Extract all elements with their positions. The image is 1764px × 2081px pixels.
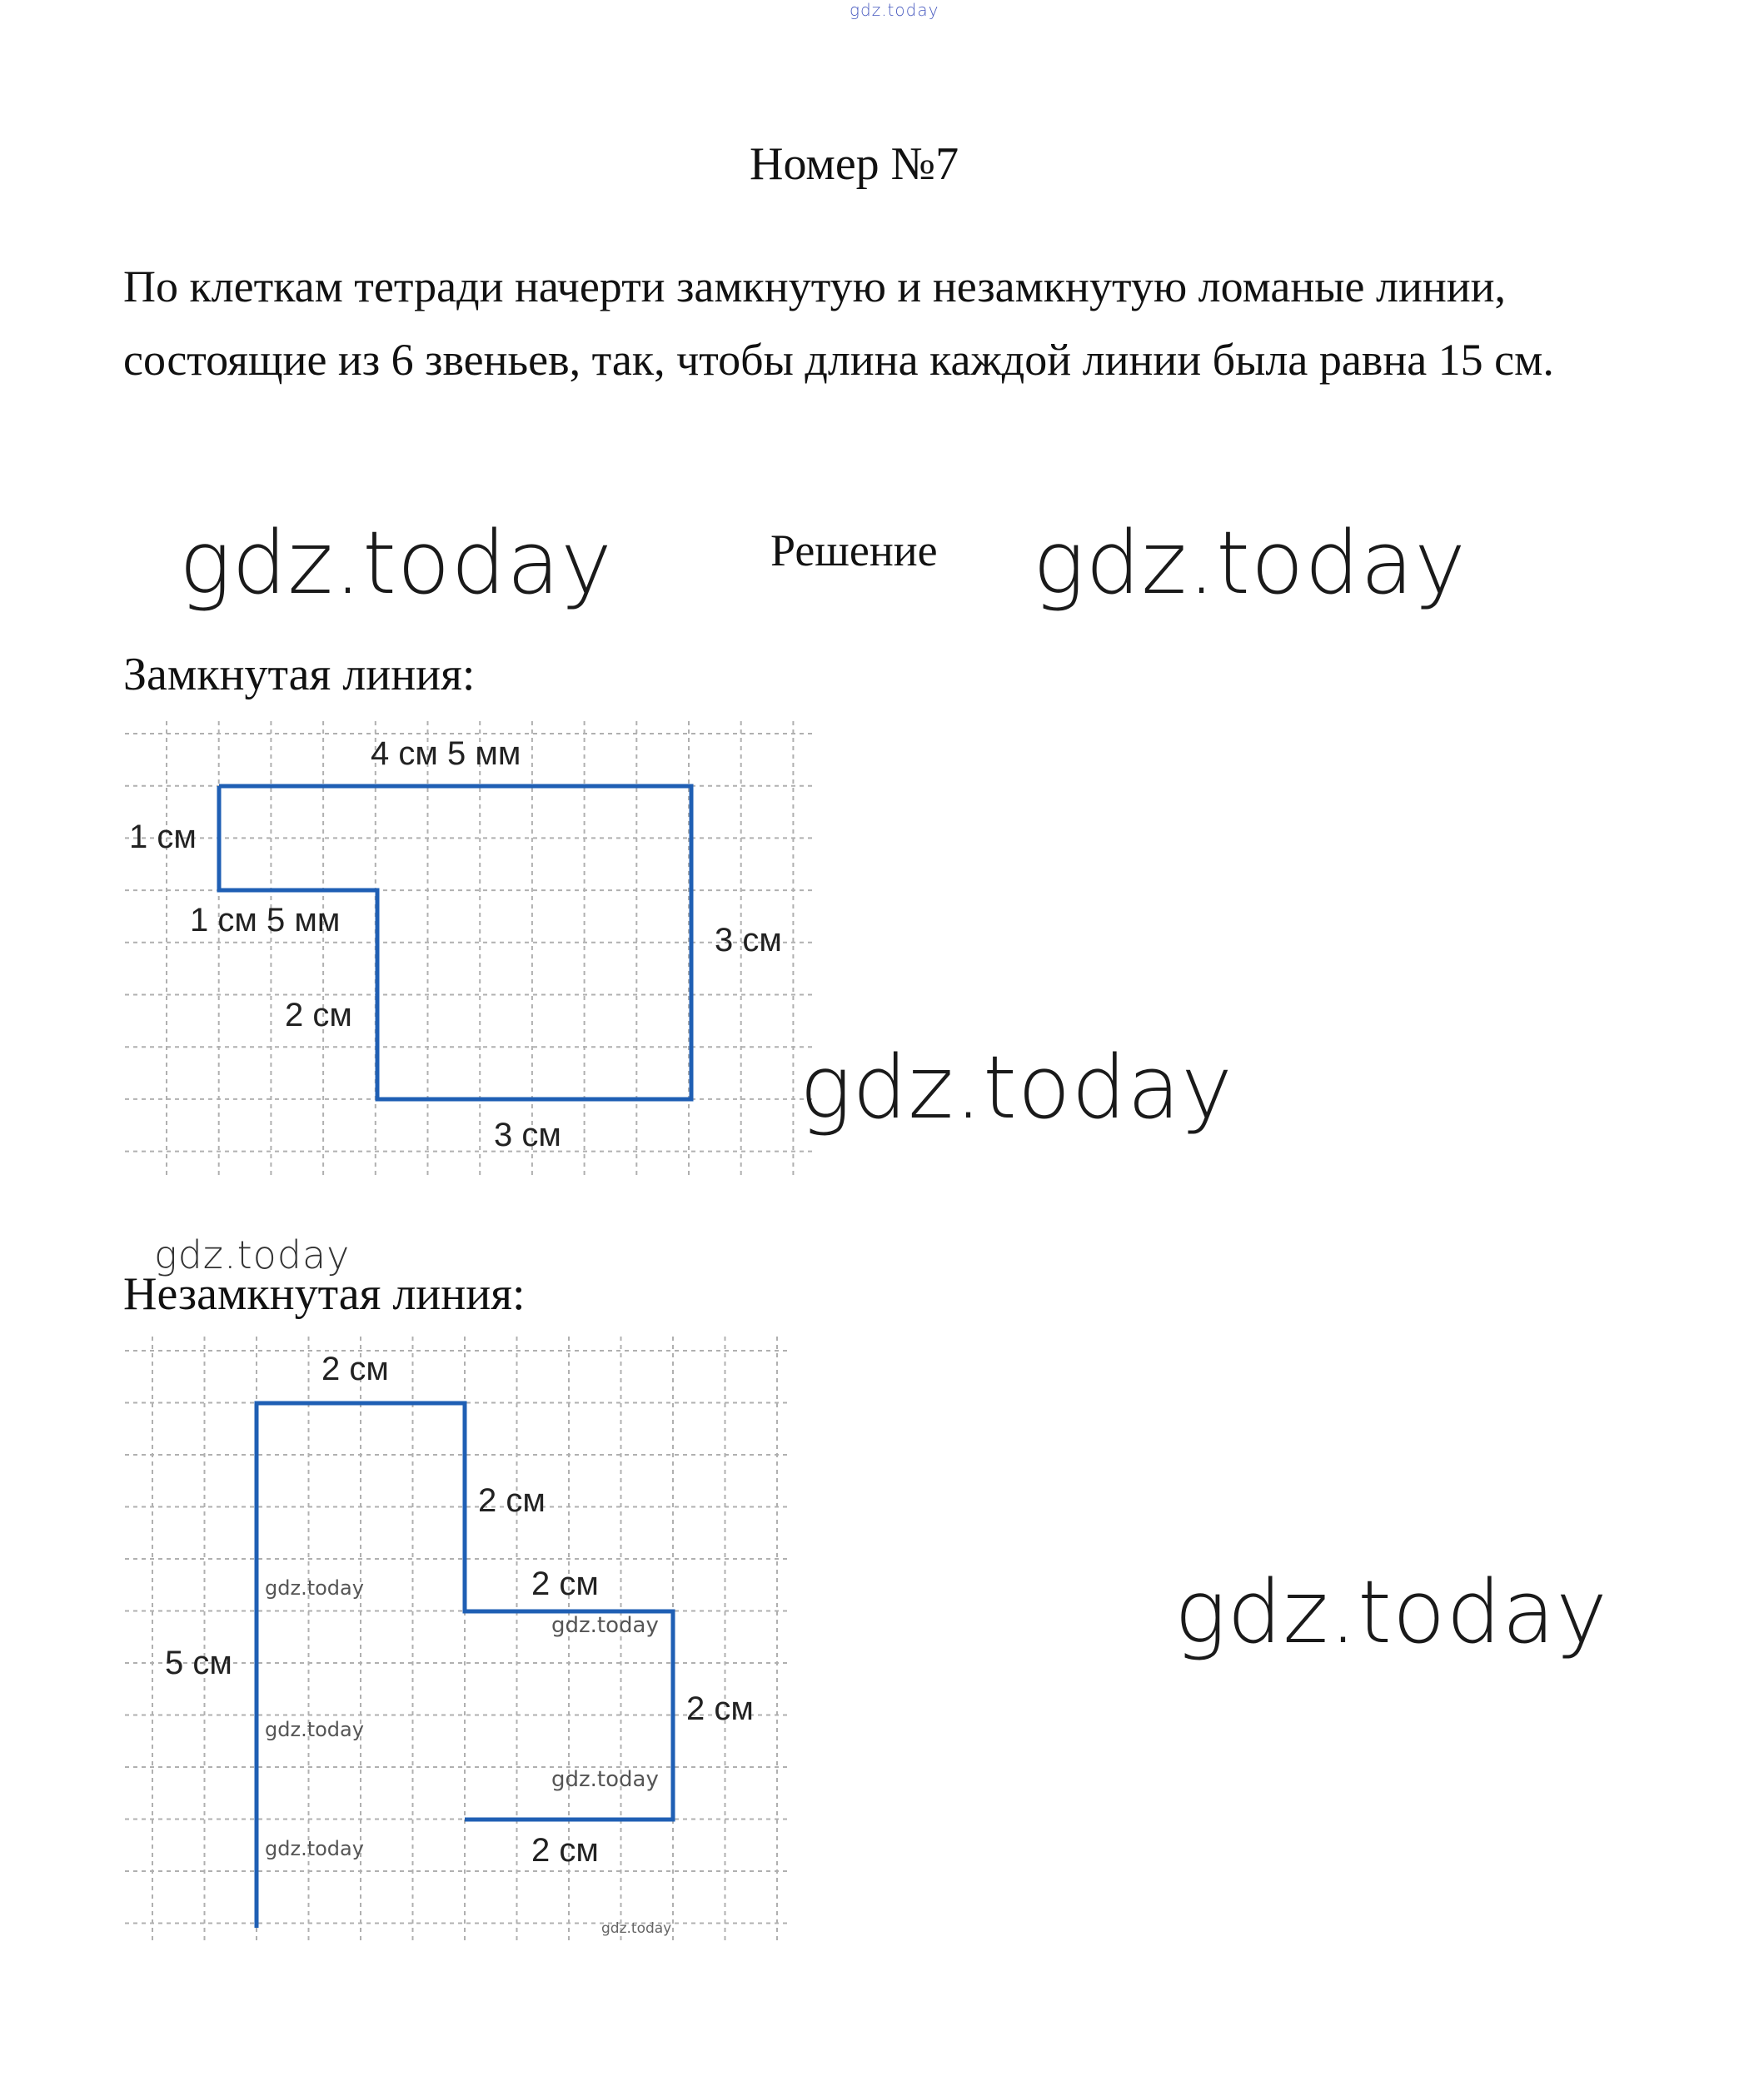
label-inner: 2 см — [285, 997, 352, 1033]
watermark: gdz.today — [1033, 512, 1467, 614]
label-down1: 2 см — [478, 1482, 546, 1519]
watermark: gdz.today — [154, 1232, 351, 1277]
page-title: Номер №7 — [750, 138, 959, 190]
label-top: 4 см 5 мм — [371, 735, 521, 772]
watermark: gdz.today — [179, 512, 613, 614]
label-bottom: 2 см — [531, 1832, 599, 1869]
watermark: gdz.today — [1174, 1561, 1608, 1663]
label-bottom: 3 см — [494, 1117, 561, 1153]
label-mid: 2 см — [531, 1566, 599, 1602]
header-watermark: gdz.today — [850, 0, 939, 20]
label-left: 5 см — [165, 1645, 232, 1681]
grid — [125, 1337, 791, 1944]
watermark: gdz.today — [265, 1576, 364, 1600]
watermark: gdz.today — [265, 1837, 364, 1860]
label-step: 1 см 5 мм — [190, 902, 341, 938]
label-top: 2 см — [321, 1351, 389, 1387]
task-text: По клеткам тетради начерти замкнутую и незамкнутую ломаные линии, состоящие из 6 звеньев, так, чтобы длина каждой линии была равна 15 см. — [123, 261, 1554, 385]
label-left: 1 см — [129, 819, 197, 855]
open-line-heading: Незамкнутая линия: — [123, 1268, 526, 1320]
solution-label: Решение — [770, 525, 938, 575]
watermark: gdz.today — [551, 1767, 659, 1792]
closed-line-heading: Замкнутая линия: — [123, 649, 476, 700]
watermark: gdz.today — [800, 1037, 1233, 1138]
watermark: gdz.today — [551, 1613, 659, 1638]
watermark: gdz.today — [601, 1920, 672, 1937]
label-right: 3 см — [715, 922, 782, 958]
watermark: gdz.today — [265, 1718, 364, 1741]
grid — [125, 721, 816, 1179]
label-right: 2 см — [686, 1690, 754, 1727]
closed-line-figure — [125, 721, 816, 1179]
open-line-figure — [125, 1337, 791, 1944]
